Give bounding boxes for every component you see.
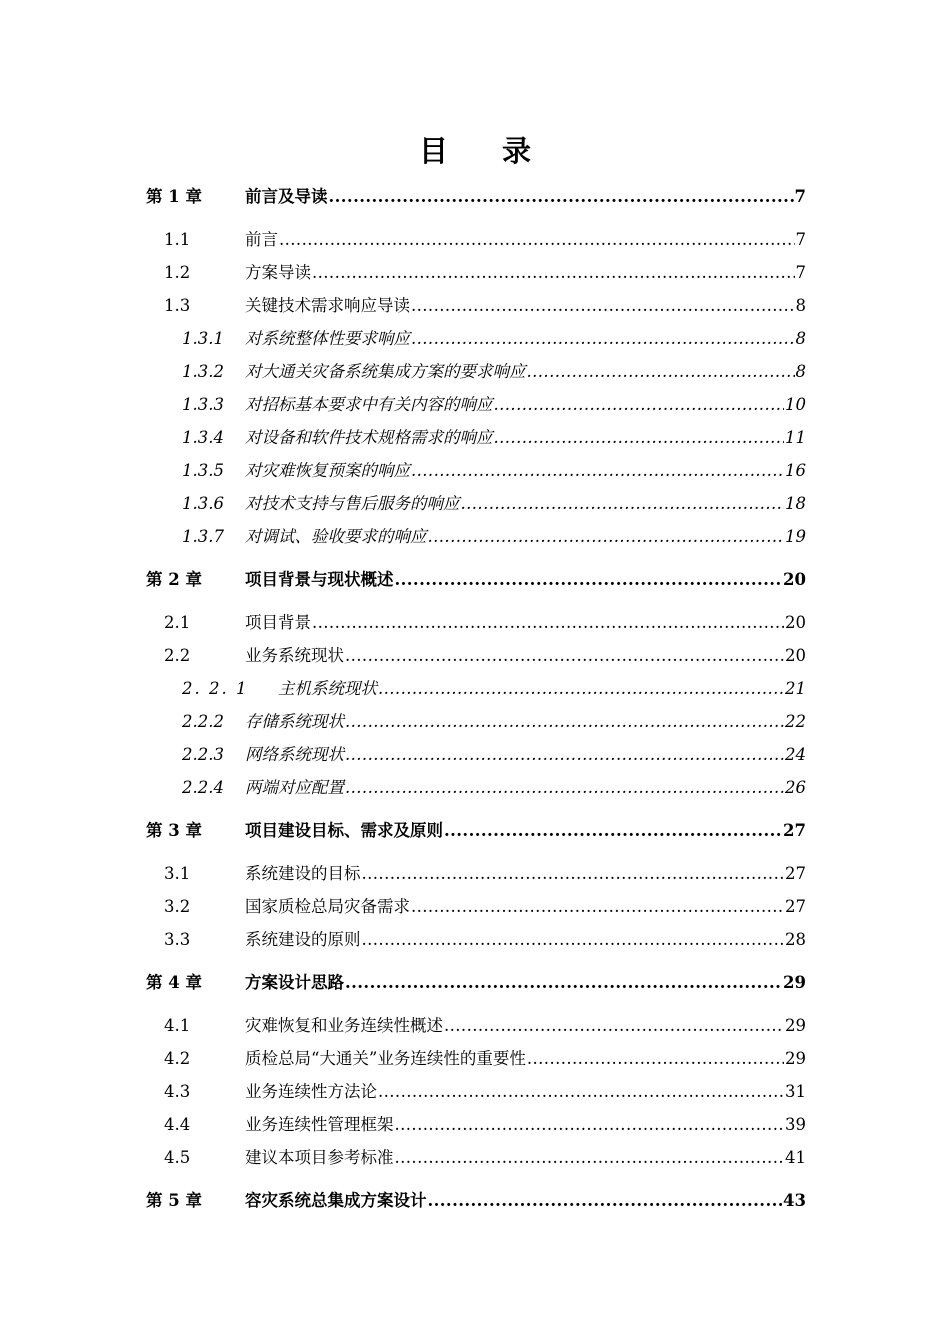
toc-entry-number: 1.3.3 bbox=[182, 395, 224, 414]
toc-entry-body bbox=[245, 185, 806, 209]
toc-entry[interactable] bbox=[146, 426, 806, 450]
toc-entry-body bbox=[245, 492, 806, 516]
toc-entry[interactable] bbox=[146, 862, 806, 886]
toc-entry-number: 2.1 bbox=[164, 613, 191, 632]
toc-dot-leader bbox=[362, 862, 785, 886]
toc-entry-title: 国家质检总局灾备需求 bbox=[245, 897, 410, 916]
toc-entry-body bbox=[245, 710, 806, 734]
toc-entry-body bbox=[245, 327, 806, 351]
toc-entry[interactable] bbox=[146, 644, 806, 668]
toc-entry-title: 网络系统现状 bbox=[245, 745, 344, 764]
toc-dot-leader bbox=[395, 568, 783, 592]
toc-entry-number: 4.3 bbox=[164, 1082, 191, 1101]
toc-entry-body bbox=[245, 525, 806, 549]
toc-entry[interactable] bbox=[146, 393, 806, 417]
toc-dot-leader bbox=[378, 677, 784, 701]
toc-entry-body bbox=[245, 1146, 806, 1170]
toc-entry-number: 1.1 bbox=[164, 230, 191, 249]
toc-dot-leader bbox=[444, 1014, 784, 1038]
toc-dot-leader bbox=[329, 185, 794, 209]
toc-entry-page-number: 31 bbox=[785, 1082, 806, 1101]
toc-dot-leader bbox=[411, 327, 795, 351]
toc-dot-leader bbox=[279, 228, 795, 252]
toc-entry-body bbox=[245, 862, 806, 886]
toc-dot-leader bbox=[345, 644, 784, 668]
toc-entry-body bbox=[245, 261, 806, 285]
toc-entry[interactable] bbox=[146, 294, 806, 318]
toc-entry-body bbox=[245, 611, 806, 635]
toc-entry-number: 2.2 bbox=[164, 646, 191, 665]
toc-entry-title: 对设备和软件技术规格需求的响应 bbox=[245, 428, 493, 447]
toc-dot-leader bbox=[395, 1146, 785, 1170]
toc-entry-body bbox=[245, 928, 806, 952]
toc-entry-number: 第 5 章 bbox=[146, 1191, 202, 1210]
toc-entry-number: 1.3 bbox=[164, 296, 191, 315]
toc-entry-page-number: 8 bbox=[795, 329, 806, 348]
toc-entry-title: 对灾难恢复预案的响应 bbox=[245, 461, 410, 480]
toc-entry-body bbox=[245, 1189, 806, 1213]
toc-entry[interactable] bbox=[146, 776, 806, 800]
toc-entry[interactable] bbox=[146, 1146, 806, 1170]
toc-entry-title: 方案设计思路 bbox=[245, 973, 344, 992]
toc-entry-page-number: 20 bbox=[785, 613, 806, 632]
toc-entry-page-number: 41 bbox=[785, 1148, 806, 1167]
toc-entry-body bbox=[245, 776, 806, 800]
toc-dot-leader bbox=[411, 294, 795, 318]
toc-entry-body bbox=[245, 644, 806, 668]
toc-entry-page-number: 26 bbox=[785, 778, 806, 797]
toc-entry-page-number: 20 bbox=[783, 570, 806, 589]
toc-entry[interactable] bbox=[146, 261, 806, 285]
toc-entry-number: 第 2 章 bbox=[146, 570, 202, 589]
toc-entry-title: 方案导读 bbox=[245, 263, 311, 282]
toc-entry[interactable] bbox=[146, 1047, 806, 1071]
toc-entry-body bbox=[245, 426, 806, 450]
toc-dot-leader bbox=[527, 1047, 784, 1071]
toc-entry-number: 1.2 bbox=[164, 263, 191, 282]
toc-entry-title: 业务系统现状 bbox=[245, 646, 344, 665]
toc-entry-number: 3.1 bbox=[164, 864, 191, 883]
toc-dot-leader bbox=[312, 261, 795, 285]
toc-entry-body bbox=[245, 1047, 806, 1071]
toc-entry-number: 4.1 bbox=[164, 1016, 191, 1035]
toc-entry-title: 项目背景与现状概述 bbox=[245, 570, 394, 589]
toc-entry-number: 4.2 bbox=[164, 1049, 191, 1068]
toc-entry-number: 1.3.7 bbox=[182, 527, 224, 546]
toc-entry-title: 质检总局“大通关”业务连续性的重要性 bbox=[245, 1049, 526, 1068]
page-title: 目 录 bbox=[418, 134, 554, 168]
toc-entry-number: 4.5 bbox=[164, 1148, 191, 1167]
toc-entry-page-number: 20 bbox=[785, 646, 806, 665]
toc-entry-title: 系统建设的目标 bbox=[245, 864, 361, 883]
toc-dot-leader bbox=[345, 776, 784, 800]
toc-entry-page-number: 8 bbox=[795, 296, 806, 315]
toc-chapter-entry[interactable] bbox=[146, 971, 806, 995]
toc-entry-body bbox=[245, 1113, 806, 1137]
toc-dot-leader bbox=[378, 1080, 784, 1104]
toc-dot-leader bbox=[345, 971, 782, 995]
toc-chapter-entry[interactable] bbox=[146, 568, 806, 592]
toc-entry-body bbox=[278, 677, 806, 701]
toc-entry-page-number: 16 bbox=[785, 461, 806, 480]
toc-dot-leader bbox=[312, 611, 784, 635]
toc-entry-number: 第 1 章 bbox=[146, 187, 202, 206]
toc-chapter-entry[interactable] bbox=[146, 819, 806, 843]
toc-dot-leader bbox=[428, 525, 785, 549]
toc-entry-number: 2. 2. 1 bbox=[182, 679, 249, 698]
toc-entry-page-number: 7 bbox=[795, 230, 806, 249]
toc-entry[interactable] bbox=[146, 895, 806, 919]
toc-entry-page-number: 21 bbox=[785, 679, 806, 698]
toc-entry-page-number: 8 bbox=[795, 362, 806, 381]
toc-entry[interactable] bbox=[146, 677, 806, 701]
toc-dot-leader bbox=[494, 393, 785, 417]
toc-entry-number: 第 4 章 bbox=[146, 973, 202, 992]
toc-entry-body bbox=[245, 360, 806, 384]
toc-dot-leader bbox=[362, 928, 785, 952]
toc-entry-number: 2.2.4 bbox=[182, 778, 224, 797]
toc-entry-page-number: 27 bbox=[785, 864, 806, 883]
toc-entry-title: 项目背景 bbox=[245, 613, 311, 632]
toc-entry-page-number: 28 bbox=[785, 930, 806, 949]
toc-entry-number: 1.3.4 bbox=[182, 428, 224, 447]
toc-entry-title: 容灾系统总集成方案设计 bbox=[245, 1191, 427, 1210]
toc-entry-title: 项目建设目标、需求及原则 bbox=[245, 821, 443, 840]
toc-entry[interactable] bbox=[146, 360, 806, 384]
toc-entry-page-number: 7 bbox=[794, 187, 806, 206]
toc-entry-page-number: 7 bbox=[795, 263, 806, 282]
toc-dot-leader bbox=[345, 743, 784, 767]
toc-entry-title: 两端对应配置 bbox=[245, 778, 344, 797]
toc-entry[interactable] bbox=[146, 1014, 806, 1038]
toc-entry-number: 第 3 章 bbox=[146, 821, 202, 840]
toc-entry-number: 2.2.2 bbox=[182, 712, 224, 731]
toc-entry-title: 系统建设的原则 bbox=[245, 930, 361, 949]
toc-entry-body bbox=[245, 228, 806, 252]
toc-dot-leader bbox=[461, 492, 785, 516]
toc-entry-title: 对招标基本要求中有关内容的响应 bbox=[245, 395, 493, 414]
toc-entry-title: 业务连续性方法论 bbox=[245, 1082, 377, 1101]
toc-dot-leader bbox=[494, 426, 785, 450]
toc-entry-body bbox=[245, 393, 806, 417]
toc-entry-page-number: 43 bbox=[783, 1191, 806, 1210]
toc-entry-page-number: 27 bbox=[783, 821, 806, 840]
toc-dot-leader bbox=[345, 710, 784, 734]
toc-entry-title: 对系统整体性要求响应 bbox=[245, 329, 410, 348]
toc-entry-page-number: 11 bbox=[785, 428, 806, 447]
toc-entry-title: 对调试、验收要求的响应 bbox=[245, 527, 427, 546]
toc-dot-leader bbox=[428, 1189, 783, 1213]
toc-entry[interactable] bbox=[146, 459, 806, 483]
toc-entry[interactable] bbox=[146, 492, 806, 516]
toc-entry-body bbox=[245, 895, 806, 919]
toc-entry-number: 4.4 bbox=[164, 1115, 191, 1134]
toc-entry-body bbox=[245, 568, 806, 592]
toc-entry-page-number: 24 bbox=[785, 745, 806, 764]
toc-entry-title: 前言及导读 bbox=[245, 187, 328, 206]
toc-entry-title: 存储系统现状 bbox=[245, 712, 344, 731]
toc-entry-body bbox=[245, 294, 806, 318]
toc-dot-leader bbox=[395, 1113, 785, 1137]
toc-entry-body bbox=[245, 819, 806, 843]
toc-entry[interactable] bbox=[146, 743, 806, 767]
toc-entry-body bbox=[245, 1014, 806, 1038]
toc-entry-page-number: 27 bbox=[785, 897, 806, 916]
toc-entry-page-number: 29 bbox=[785, 1049, 806, 1068]
toc-chapter-entry[interactable] bbox=[146, 1189, 806, 1213]
toc-dot-leader bbox=[527, 360, 795, 384]
toc-entry-page-number: 19 bbox=[785, 527, 806, 546]
toc-entry-page-number: 29 bbox=[785, 1016, 806, 1035]
toc-entry[interactable] bbox=[146, 611, 806, 635]
toc-entry-title: 前言 bbox=[245, 230, 278, 249]
toc-entry-body bbox=[245, 1080, 806, 1104]
toc-entry-page-number: 10 bbox=[785, 395, 806, 414]
toc-entry[interactable] bbox=[146, 228, 806, 252]
toc-entry-number: 2.2.3 bbox=[182, 745, 224, 764]
toc-dot-leader bbox=[411, 895, 784, 919]
toc-entry-title: 对大通关灾备系统集成方案的要求响应 bbox=[245, 362, 526, 381]
toc-entry-title: 建议本项目参考标准 bbox=[245, 1148, 394, 1167]
toc-dot-leader bbox=[444, 819, 782, 843]
toc-chapter-entry[interactable] bbox=[146, 185, 806, 209]
toc-entry[interactable] bbox=[146, 710, 806, 734]
toc-entry-body bbox=[245, 743, 806, 767]
toc-entry-body bbox=[245, 459, 806, 483]
toc-entry[interactable] bbox=[146, 1080, 806, 1104]
toc-entry-title: 对技术支持与售后服务的响应 bbox=[245, 494, 460, 513]
toc-entry-number: 1.3.5 bbox=[182, 461, 224, 480]
toc-entry-number: 3.2 bbox=[164, 897, 191, 916]
toc-entry[interactable] bbox=[146, 928, 806, 952]
toc-entry-title: 灾难恢复和业务连续性概述 bbox=[245, 1016, 443, 1035]
toc-dot-leader bbox=[411, 459, 784, 483]
toc-entry-title: 关键技术需求响应导读 bbox=[245, 296, 410, 315]
toc-entry[interactable] bbox=[146, 327, 806, 351]
toc-entry-page-number: 18 bbox=[785, 494, 806, 513]
toc-entry-page-number: 22 bbox=[785, 712, 806, 731]
toc-entry-number: 3.3 bbox=[164, 930, 191, 949]
toc-entry[interactable] bbox=[146, 1113, 806, 1137]
toc-entry-title: 业务连续性管理框架 bbox=[245, 1115, 394, 1134]
toc-entry-page-number: 39 bbox=[785, 1115, 806, 1134]
toc-entry-number: 1.3.1 bbox=[182, 329, 224, 348]
toc-entry-body bbox=[245, 971, 806, 995]
toc-entry-page-number: 29 bbox=[783, 973, 806, 992]
toc-entry[interactable] bbox=[146, 525, 806, 549]
toc-entry-number: 1.3.6 bbox=[182, 494, 224, 513]
toc-entry-title: 主机系统现状 bbox=[278, 679, 377, 698]
toc-entry-number: 1.3.2 bbox=[182, 362, 224, 381]
